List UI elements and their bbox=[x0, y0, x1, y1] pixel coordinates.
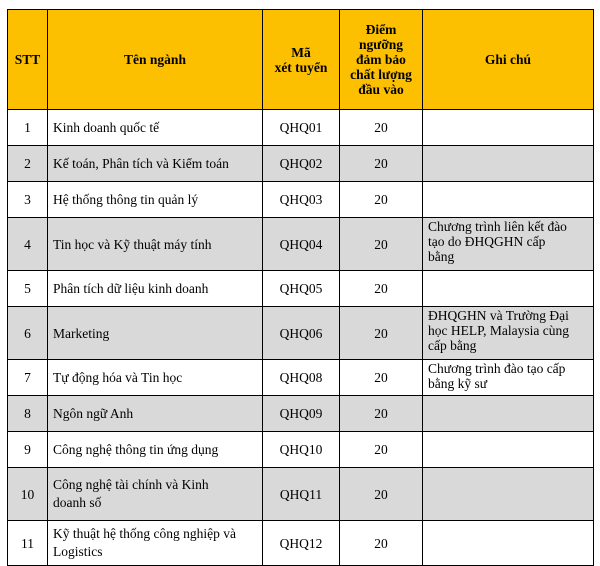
cell-score: 20 bbox=[340, 271, 423, 307]
table-row bbox=[8, 432, 594, 468]
header-name: Tên ngành bbox=[48, 10, 263, 110]
cell-note bbox=[423, 146, 594, 182]
cell-name bbox=[48, 271, 263, 307]
cell-name bbox=[48, 146, 263, 182]
note-line: cấp bằng bbox=[428, 338, 477, 353]
name-line: Hệ thống thông tin quản lý bbox=[53, 192, 199, 207]
table-row bbox=[8, 360, 594, 396]
cell-name bbox=[48, 432, 263, 468]
name-line: Ngôn ngữ Anh bbox=[53, 406, 134, 421]
table-header-row bbox=[8, 10, 594, 110]
cell-code: QHQ11 bbox=[263, 468, 340, 521]
header-score bbox=[340, 10, 423, 110]
table-row bbox=[8, 396, 594, 432]
cell-score: 20 bbox=[340, 146, 423, 182]
cell-stt: 9 bbox=[8, 432, 48, 468]
cell-name bbox=[48, 307, 263, 360]
note-line: tạo do ĐHQGHN cấp bbox=[428, 234, 546, 249]
name-line: Logistics bbox=[53, 544, 103, 559]
cell-code: QHQ08 bbox=[263, 360, 340, 396]
note-line: bằng bbox=[428, 249, 455, 264]
cell-score: 20 bbox=[340, 521, 423, 566]
header-code bbox=[263, 10, 340, 110]
cell-code: QHQ12 bbox=[263, 521, 340, 566]
cell-score: 20 bbox=[340, 360, 423, 396]
cell-note bbox=[423, 182, 594, 218]
table-row bbox=[8, 307, 594, 360]
cell-code: QHQ04 bbox=[263, 218, 340, 271]
header-code-line: Mã bbox=[291, 44, 311, 60]
note-line: bằng kỹ sư bbox=[428, 376, 488, 391]
cell-note bbox=[423, 360, 594, 396]
cell-name bbox=[48, 468, 263, 521]
cell-stt: 3 bbox=[8, 182, 48, 218]
name-line: Marketing bbox=[53, 325, 110, 341]
table-row bbox=[8, 468, 594, 521]
cell-code: QHQ02 bbox=[263, 146, 340, 182]
header-stt: STT bbox=[8, 10, 48, 110]
cell-note bbox=[423, 218, 594, 271]
header-score-line: đảm bảo bbox=[356, 52, 406, 67]
admission-table bbox=[7, 9, 594, 566]
cell-stt: 4 bbox=[8, 218, 48, 271]
cell-score: 20 bbox=[340, 110, 423, 146]
table-row bbox=[8, 521, 594, 566]
name-line: Phân tích dữ liệu kinh doanh bbox=[53, 281, 209, 296]
note-line: học HELP, Malaysia cùng bbox=[428, 323, 569, 338]
table-row bbox=[8, 218, 594, 271]
cell-stt: 2 bbox=[8, 146, 48, 182]
cell-stt: 7 bbox=[8, 360, 48, 396]
table-row bbox=[8, 146, 594, 182]
cell-score: 20 bbox=[340, 218, 423, 271]
cell-code: QHQ05 bbox=[263, 271, 340, 307]
cell-note bbox=[423, 468, 594, 521]
cell-code: QHQ03 bbox=[263, 182, 340, 218]
cell-code: QHQ01 bbox=[263, 110, 340, 146]
cell-stt: 10 bbox=[8, 468, 48, 521]
cell-name bbox=[48, 360, 263, 396]
name-line: Tự động hóa và Tin học bbox=[53, 370, 183, 385]
cell-note bbox=[423, 271, 594, 307]
cell-name bbox=[48, 182, 263, 218]
table-row bbox=[8, 271, 594, 307]
cell-note bbox=[423, 307, 594, 360]
note-line: ĐHQGHN và Trường Đại bbox=[428, 308, 569, 323]
cell-name bbox=[48, 521, 263, 566]
cell-note bbox=[423, 110, 594, 146]
cell-score: 20 bbox=[340, 468, 423, 521]
cell-stt: 1 bbox=[8, 110, 48, 146]
header-note: Ghi chú bbox=[423, 10, 594, 110]
cell-name bbox=[48, 218, 263, 271]
cell-note bbox=[423, 521, 594, 566]
cell-code: QHQ06 bbox=[263, 307, 340, 360]
cell-stt: 5 bbox=[8, 271, 48, 307]
header-score-line: chất lượng bbox=[350, 67, 412, 82]
cell-code: QHQ09 bbox=[263, 396, 340, 432]
header-score-line: ngưỡng bbox=[358, 37, 404, 52]
cell-name bbox=[48, 110, 263, 146]
cell-stt: 6 bbox=[8, 307, 48, 360]
table-row bbox=[8, 182, 594, 218]
cell-stt: 11 bbox=[8, 521, 48, 566]
note-line: Chương trình đào tạo cấp bbox=[428, 361, 566, 376]
cell-score: 20 bbox=[340, 432, 423, 468]
note-line: Chương trình liên kết đào bbox=[428, 219, 567, 234]
name-line: Công nghệ tài chính và Kinh bbox=[53, 477, 209, 492]
cell-score: 20 bbox=[340, 182, 423, 218]
cell-stt: 8 bbox=[8, 396, 48, 432]
cell-score: 20 bbox=[340, 307, 423, 360]
name-line: Tin học và Kỹ thuật máy tính bbox=[53, 236, 212, 252]
cell-name bbox=[48, 396, 263, 432]
table-row bbox=[8, 110, 594, 146]
cell-score: 20 bbox=[340, 396, 423, 432]
name-line: doanh số bbox=[53, 495, 102, 510]
name-line: Kế toán, Phân tích và Kiểm toán bbox=[53, 156, 229, 171]
name-line: Kỹ thuật hệ thống công nghiệp và bbox=[53, 526, 236, 541]
name-line: Công nghệ thông tin ứng dụng bbox=[53, 442, 219, 457]
name-line: Kinh doanh quốc tế bbox=[53, 120, 160, 135]
cell-code: QHQ10 bbox=[263, 432, 340, 468]
header-code-line: xét tuyển bbox=[274, 59, 328, 75]
header-score-line: đầu vào bbox=[358, 82, 404, 97]
header-score-line: Điểm bbox=[365, 22, 397, 37]
cell-note bbox=[423, 396, 594, 432]
cell-note bbox=[423, 432, 594, 468]
